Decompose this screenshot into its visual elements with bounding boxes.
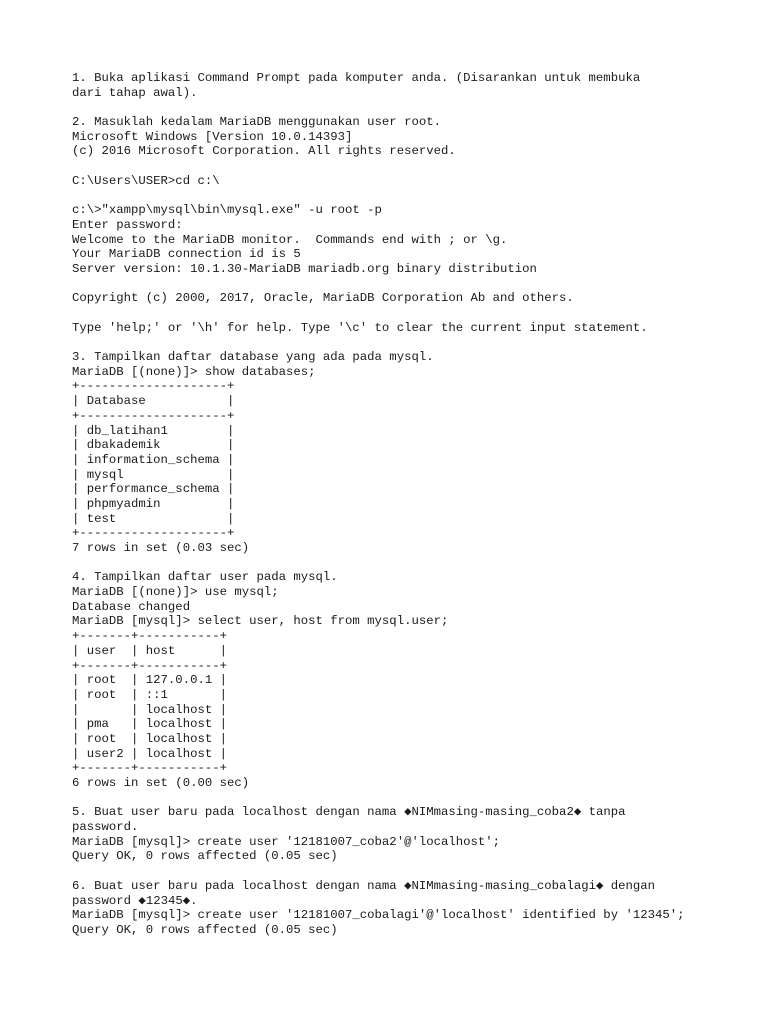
text-line: MariaDB [(none)]> show databases; [72,364,316,379]
text-line: | test | [72,511,235,526]
text-line: 2. Masuklah kedalam MariaDB menggunakan user root. [72,115,441,130]
text-line: | root | 127.0.0.1 | [72,673,227,688]
text-line: MariaDB [mysql]> create user '12181007_cobalagi'@'localhost' identified by '12345'; [72,908,685,923]
text-line: 1. Buka aplikasi Command Prompt pada komputer anda. (Disarankan untuk membuka [72,71,641,85]
text-line: MariaDB [mysql]> select user, host from mysql.user; [72,614,449,629]
text-line: Microsoft Windows [Version 10.0.14393] [72,129,353,144]
text-line [72,864,752,879]
text-line: Query OK, 0 rows affected (0.05 sec) [72,922,338,937]
text-line: Enter password: [72,217,183,232]
text-line: +-------+-----------+ [72,658,227,673]
text-line: (c) 2016 Microsoft Corporation. All rights reserved. [72,144,456,159]
text-line: Welcome to the MariaDB monitor. Commands end with ; or \g. [72,232,508,247]
text-line: 6. Buat user baru pada localhost dengan nama ◆NIMmasing-masing_cobalagi◆ dengan [72,878,656,893]
text-line [72,335,752,350]
text-line: | mysql | [72,467,235,482]
document-text [72,71,752,938]
text-line: | dbakademik | [72,438,235,453]
text-line: | | localhost | [72,702,227,717]
text-line: +-------+-----------+ [72,629,227,644]
text-line: Query OK, 0 rows affected (0.05 sec) [72,849,338,864]
text-line: | Database | [72,394,235,409]
text-line: 4. Tampilkan daftar user pada mysql. [72,570,338,585]
text-line: 6 rows in set (0.00 sec) [72,776,250,790]
text-line [72,189,752,204]
text-line: +--------------------+ [72,408,235,423]
text-line: Type 'help;' or '\h' for help. Type '\c' to clear the current input statement. [72,320,648,335]
text-line: c:\>"xampp\mysql\bin\mysql.exe" -u root -p [72,203,382,218]
text-line: Database changed [72,599,191,614]
text-line: 5. Buat user baru pada localhost dengan nama ◆NIMmasing-masing_coba2◆ tanpa [72,805,626,820]
text-line: | performance_schema | [72,482,235,497]
text-line: Your MariaDB connection id is 5 [72,247,301,262]
text-line [72,159,752,174]
text-line: | information_schema | [72,452,235,467]
text-line: password ◆12345◆. [72,893,198,908]
text-line [72,277,752,292]
text-line: password. [72,820,139,835]
text-line: +--------------------+ [72,379,235,394]
text-line [72,556,752,571]
text-line: +-------+-----------+ [72,761,227,776]
text-line: | user | host | [72,643,227,658]
text-line: | root | ::1 | [72,687,227,702]
text-line: C:\Users\USER>cd c:\ [72,173,220,188]
text-line: Server version: 10.1.30-MariaDB mariadb.org binary distribution [72,261,537,276]
text-line: dari tahap awal). [72,85,198,100]
text-line: | phpmyadmin | [72,496,235,511]
text-line: | db_latihan1 | [72,423,235,438]
text-line [72,306,752,321]
text-line: 3. Tampilkan daftar database yang ada pada mysql. [72,350,434,365]
text-line: MariaDB [(none)]> use mysql; [72,585,279,600]
text-line [72,100,752,115]
text-line: | user2 | localhost | [72,746,227,761]
text-line [72,791,752,806]
text-line: MariaDB [mysql]> create user '12181007_coba2'@'localhost'; [72,834,501,849]
text-line: | root | localhost | [72,731,227,746]
text-line: | pma | localhost | [72,717,227,732]
text-line: +--------------------+ [72,526,235,541]
text-line: 7 rows in set (0.03 sec) [72,541,250,555]
text-line: Copyright (c) 2000, 2017, Oracle, MariaDB Corporation Ab and others. [72,291,574,306]
